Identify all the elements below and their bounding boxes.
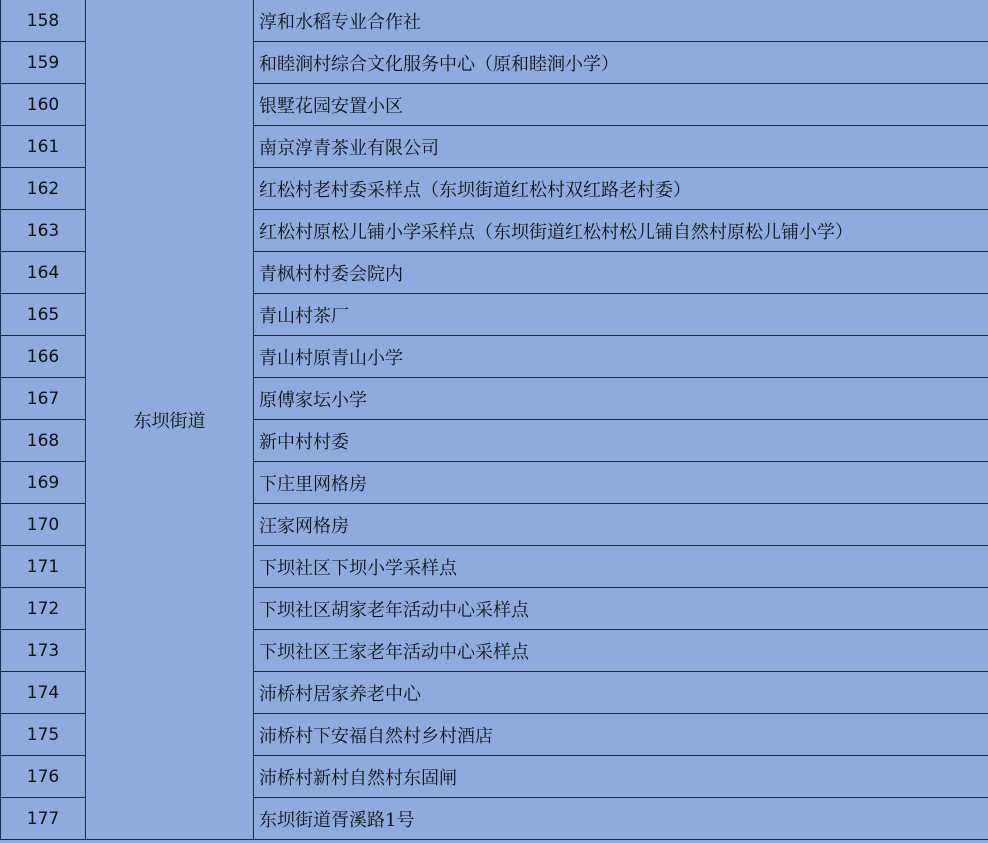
row-number[interactable]: 175 — [1, 714, 86, 756]
row-number[interactable]: 161 — [1, 126, 86, 168]
street-cell[interactable]: 东坝街道 — [86, 0, 254, 840]
row-number[interactable]: 162 — [1, 168, 86, 210]
site-name[interactable]: 原傅家坛小学 — [254, 378, 988, 420]
site-name[interactable]: 汪家网格房 — [254, 504, 988, 546]
site-name[interactable]: 南京淳青茶业有限公司 — [254, 126, 988, 168]
row-number[interactable]: 173 — [1, 630, 86, 672]
row-number[interactable]: 174 — [1, 672, 86, 714]
row-number[interactable]: 170 — [1, 504, 86, 546]
row-number[interactable]: 163 — [1, 210, 86, 252]
site-name[interactable]: 银墅花园安置小区 — [254, 84, 988, 126]
site-name[interactable]: 青山村原青山小学 — [254, 336, 988, 378]
site-name[interactable]: 沛桥村新村自然村东固闸 — [254, 756, 988, 798]
row-number[interactable]: 168 — [1, 420, 86, 462]
row-number[interactable]: 159 — [1, 42, 86, 84]
site-name[interactable]: 沛桥村居家养老中心 — [254, 672, 988, 714]
site-name[interactable]: 红松村原松儿铺小学采样点（东坝街道红松村松儿铺自然村原松儿铺小学） — [254, 210, 988, 252]
site-name[interactable]: 下庄里网格房 — [254, 462, 988, 504]
site-name[interactable]: 青枫村村委会院内 — [254, 252, 988, 294]
row-number[interactable]: 171 — [1, 546, 86, 588]
site-name[interactable]: 淳和水稻专业合作社 — [254, 0, 988, 42]
row-number[interactable]: 176 — [1, 756, 86, 798]
row-number[interactable]: 167 — [1, 378, 86, 420]
site-name[interactable]: 下坝社区王家老年活动中心采样点 — [254, 630, 988, 672]
site-name[interactable]: 红松村老村委采样点（东坝街道红松村双红路老村委） — [254, 168, 988, 210]
row-number[interactable]: 172 — [1, 588, 86, 630]
site-name[interactable]: 青山村茶厂 — [254, 294, 988, 336]
row-number[interactable]: 165 — [1, 294, 86, 336]
row-number[interactable]: 166 — [1, 336, 86, 378]
table-row — [1, 0, 988, 42]
row-number[interactable]: 164 — [1, 252, 86, 294]
row-number[interactable]: 169 — [1, 462, 86, 504]
site-name[interactable]: 沛桥村下安福自然村乡村酒店 — [254, 714, 988, 756]
site-name[interactable]: 下坝社区胡家老年活动中心采样点 — [254, 588, 988, 630]
site-name[interactable]: 下坝社区下坝小学采样点 — [254, 546, 988, 588]
site-name[interactable]: 东坝街道胥溪路1号 — [254, 798, 988, 840]
row-number[interactable]: 160 — [1, 84, 86, 126]
site-name[interactable]: 新中村村委 — [254, 420, 988, 462]
row-number[interactable]: 158 — [1, 0, 86, 42]
row-number[interactable]: 177 — [1, 798, 86, 840]
site-name[interactable]: 和睦涧村综合文化服务中心（原和睦涧小学） — [254, 42, 988, 84]
